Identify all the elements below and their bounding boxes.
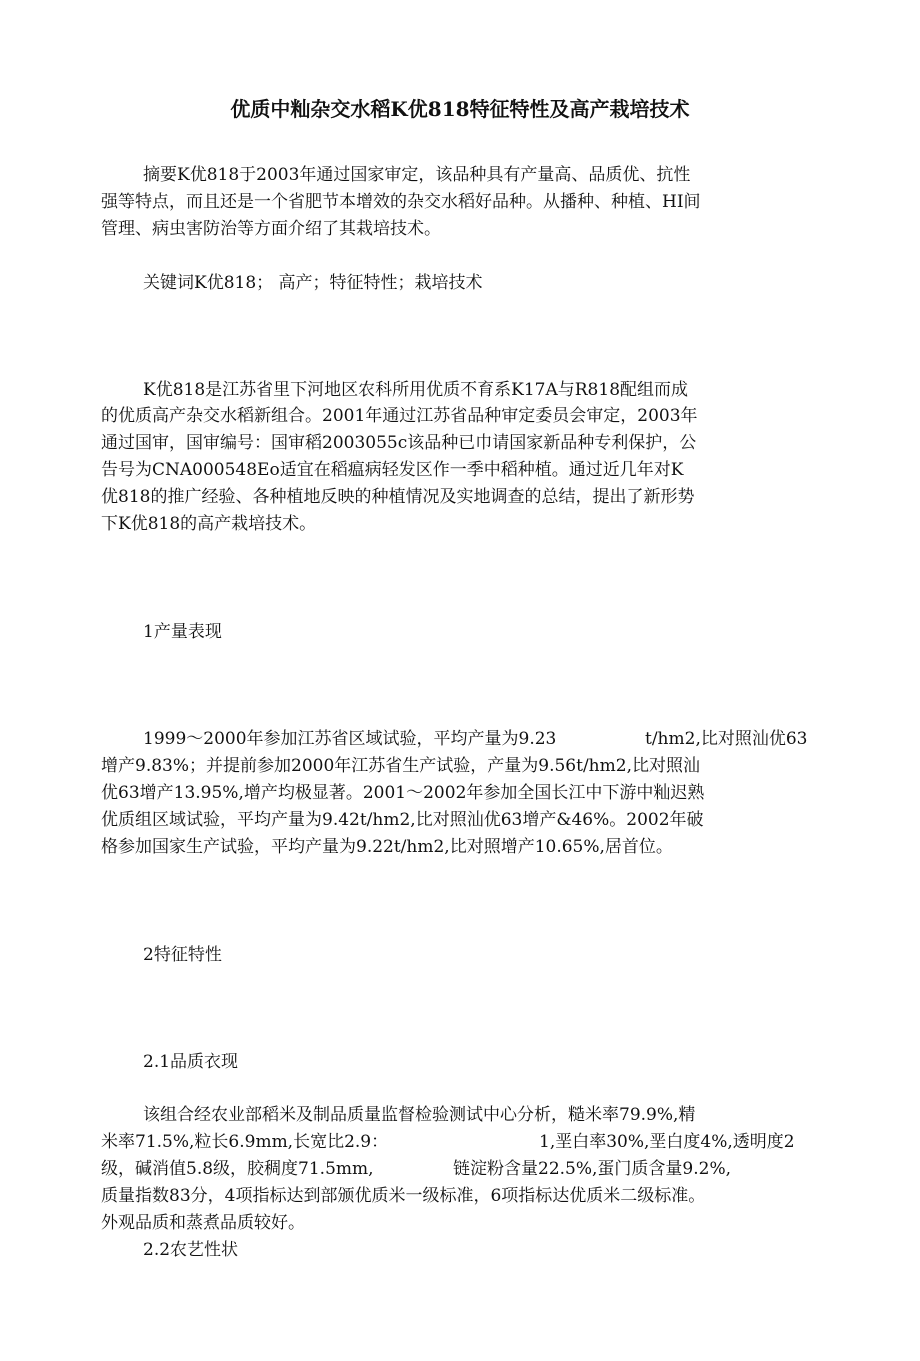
section-1-line-2: 增产9.83%；并提前参加2000年江苏省生产试验，产量为9.56t/hm2,比对照汕 [101, 756, 700, 776]
section-1-heading: 1产量表现 [143, 622, 222, 642]
section-2-1-line-1: 该组合经农业部稻米及制品质量监督检验测试中心分析，糙米率79.9%,精 [143, 1105, 696, 1125]
abstract-line-3: 管理、病虫害防治等方面介绍了其栽培技术。 [101, 219, 441, 239]
title-part-3: 特征特性及高产栽培技术 [469, 97, 690, 121]
section-2-2-heading: 2.2农艺性状 [143, 1240, 239, 1260]
section-2-1-line-5: 外观品质和蒸煮品质较好。 [101, 1213, 305, 1233]
section-1-line-5: 格参加国家生产试验，平均产量为9.22t/hm2,比对照增产10.65%,居首位。 [101, 837, 673, 857]
section-2-1-line-4: 质量指数83分，4项指标达到部颁优质米一级标准，6项指标达优质米二级标准。 [101, 1186, 706, 1206]
intro-line-1: K优818是江苏省里下河地区农科所用优质不育系K17A与R818配组而成 [143, 380, 689, 400]
section-2-1-line-3b: 链淀粉含量22.5%,蛋门质含量9.2%, [453, 1159, 732, 1179]
title-variety-name: K优818 [390, 97, 470, 121]
section-1-line-1a: 1999～2000年参加江苏省区域试验，平均产量为9.23 [143, 729, 557, 749]
section-2-1-line-2a: 米率71.5%,粒长6.9mm,长宽比2.9： [101, 1132, 389, 1152]
abstract-line-2: 强等特点，而且还是一个省肥节本增效的杂交水稻好品种。从播种、种植、HI间 [101, 192, 701, 212]
intro-line-6: 下K优818的高产栽培技术。 [101, 514, 317, 534]
section-2-1-line-2b: 1,垩白率30%,垩白度4%,透明度2 [539, 1132, 795, 1152]
intro-line-2: 的优质高产杂交水稻新组合。2001年通过江苏省品种审定委员会审定，2003年 [101, 406, 698, 426]
intro-line-3: 通过国审，国审编号：国审稻2003055c该品种已巾请国家新品种专利保护，公 [101, 433, 697, 453]
document-title [0, 92, 920, 126]
section-1-line-4: 优质组区域试验，平均产量为9.42t/hm2,比对照汕优63增产&46%。2002年破 [101, 810, 704, 830]
section-1-line-3: 优63增产13.95%,增产均极显著。2001～2002年参加全国长江中下游中籼迟熟 [101, 783, 705, 803]
section-1-line-1b: t/hm2,比对照汕优63 [645, 729, 808, 749]
intro-line-4: 告号为CNA000548Eo适宜在稻瘟病轻发区作一季中稻种植。通过近几年对K [101, 460, 684, 480]
section-2-1-line-3a: 级，碱消值5.8级，胶稠度71.5mm, [101, 1159, 374, 1179]
section-2-1-heading: 2.1品质衣现 [143, 1052, 239, 1072]
keywords: 关键词K优818； 高产；特征特性；栽培技术 [143, 273, 483, 293]
title-part-1: 优质中籼杂交水稻 [230, 97, 391, 121]
section-2-heading: 2特征特性 [143, 945, 222, 965]
intro-line-5: 优818的推广经验、各种植地反映的种植情况及实地调查的总结，提出了新形势 [101, 487, 695, 507]
abstract-line-1: 摘要K优818于2003年通过国家审定，该品种具有产量高、品质优、抗性 [143, 165, 691, 185]
